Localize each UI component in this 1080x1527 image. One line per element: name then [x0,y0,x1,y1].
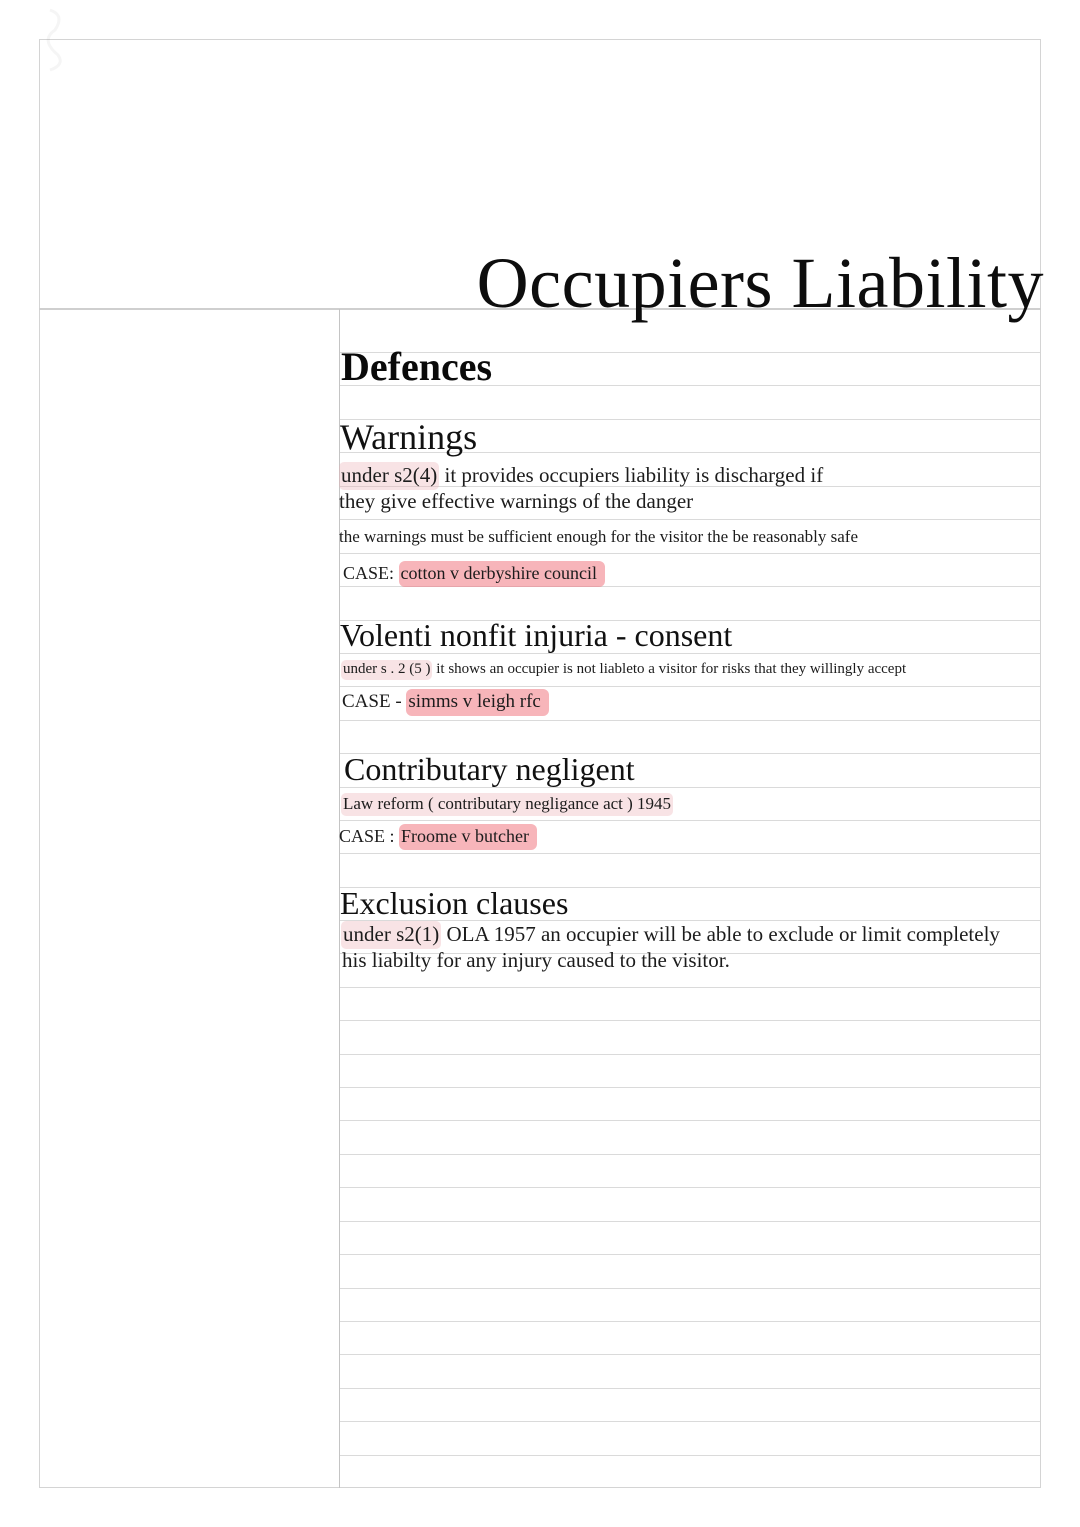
rule-line [340,1221,1040,1222]
case-name-highlight: Froome v butcher [399,824,537,850]
rule-line [340,1388,1040,1389]
statute-highlight: under s2(1) [341,921,441,949]
rule-line [340,820,1040,821]
rule-line [340,1321,1040,1322]
rule-line [340,1087,1040,1088]
volenti-case [342,691,549,713]
rule-line [340,1354,1040,1355]
rule-line [340,987,1040,988]
section-title-warnings: Warnings [340,417,478,457]
rule-line [340,519,1040,520]
warnings-line-3: the warnings must be sufficient enough for the visitor the be reasonably safe [339,527,858,546]
case-label: CASE - [342,691,407,712]
warnings-line-2: they give effective warnings of the danger [339,489,694,513]
rule-line [340,1288,1040,1289]
page-title: Occupiers Liability [476,243,1044,323]
rule-line [340,1421,1040,1422]
rule-line [340,720,1040,721]
exclusion-line-1 [341,922,1000,947]
rule-line [340,1254,1040,1255]
rule-line [340,853,1040,854]
statute-highlight: Law reform ( contributary negligance act ) 1945 [341,793,673,816]
volenti-line-1 [341,661,906,678]
warnings-case [343,563,605,584]
line-text: OLA 1957 an occupier will be able to exclude or limit completely [441,922,1000,946]
rule-line [340,1020,1040,1021]
exclusion-line-2: his liabilty for any injury caused to the visitor. [342,948,730,972]
rule-line [340,686,1040,687]
defences-heading: Defences [341,344,493,389]
section-title-exclusion: Exclusion clauses [340,885,569,921]
statute-highlight: under s2(4) [339,462,439,490]
line-text: it shows an occupier is not liableto a visitor for risks that they willingly accept [432,661,907,677]
rule-line [340,1054,1040,1055]
contributary-line-1 [341,794,673,814]
section-title-volenti: Volenti nonfit injuria - consent [340,617,733,653]
rule-line [340,1154,1040,1155]
case-name-highlight: simms v leigh rfc [406,689,548,716]
line-text: it provides occupiers liability is discharged if [439,463,824,487]
case-name-highlight: cotton v derbyshire council [399,561,605,587]
rule-line [340,1187,1040,1188]
section-title-contributary: Contributary negligent [344,751,635,787]
warnings-line-1 [339,463,823,488]
rule-line [340,553,1040,554]
rule-line [340,1120,1040,1121]
contributary-case [339,826,537,847]
rule-line [340,1455,1040,1456]
case-label: CASE: [343,563,399,583]
faint-watermark-icon [30,5,70,75]
statute-highlight: under s . 2 (5 ) [341,660,432,680]
case-label: CASE : [339,826,400,846]
